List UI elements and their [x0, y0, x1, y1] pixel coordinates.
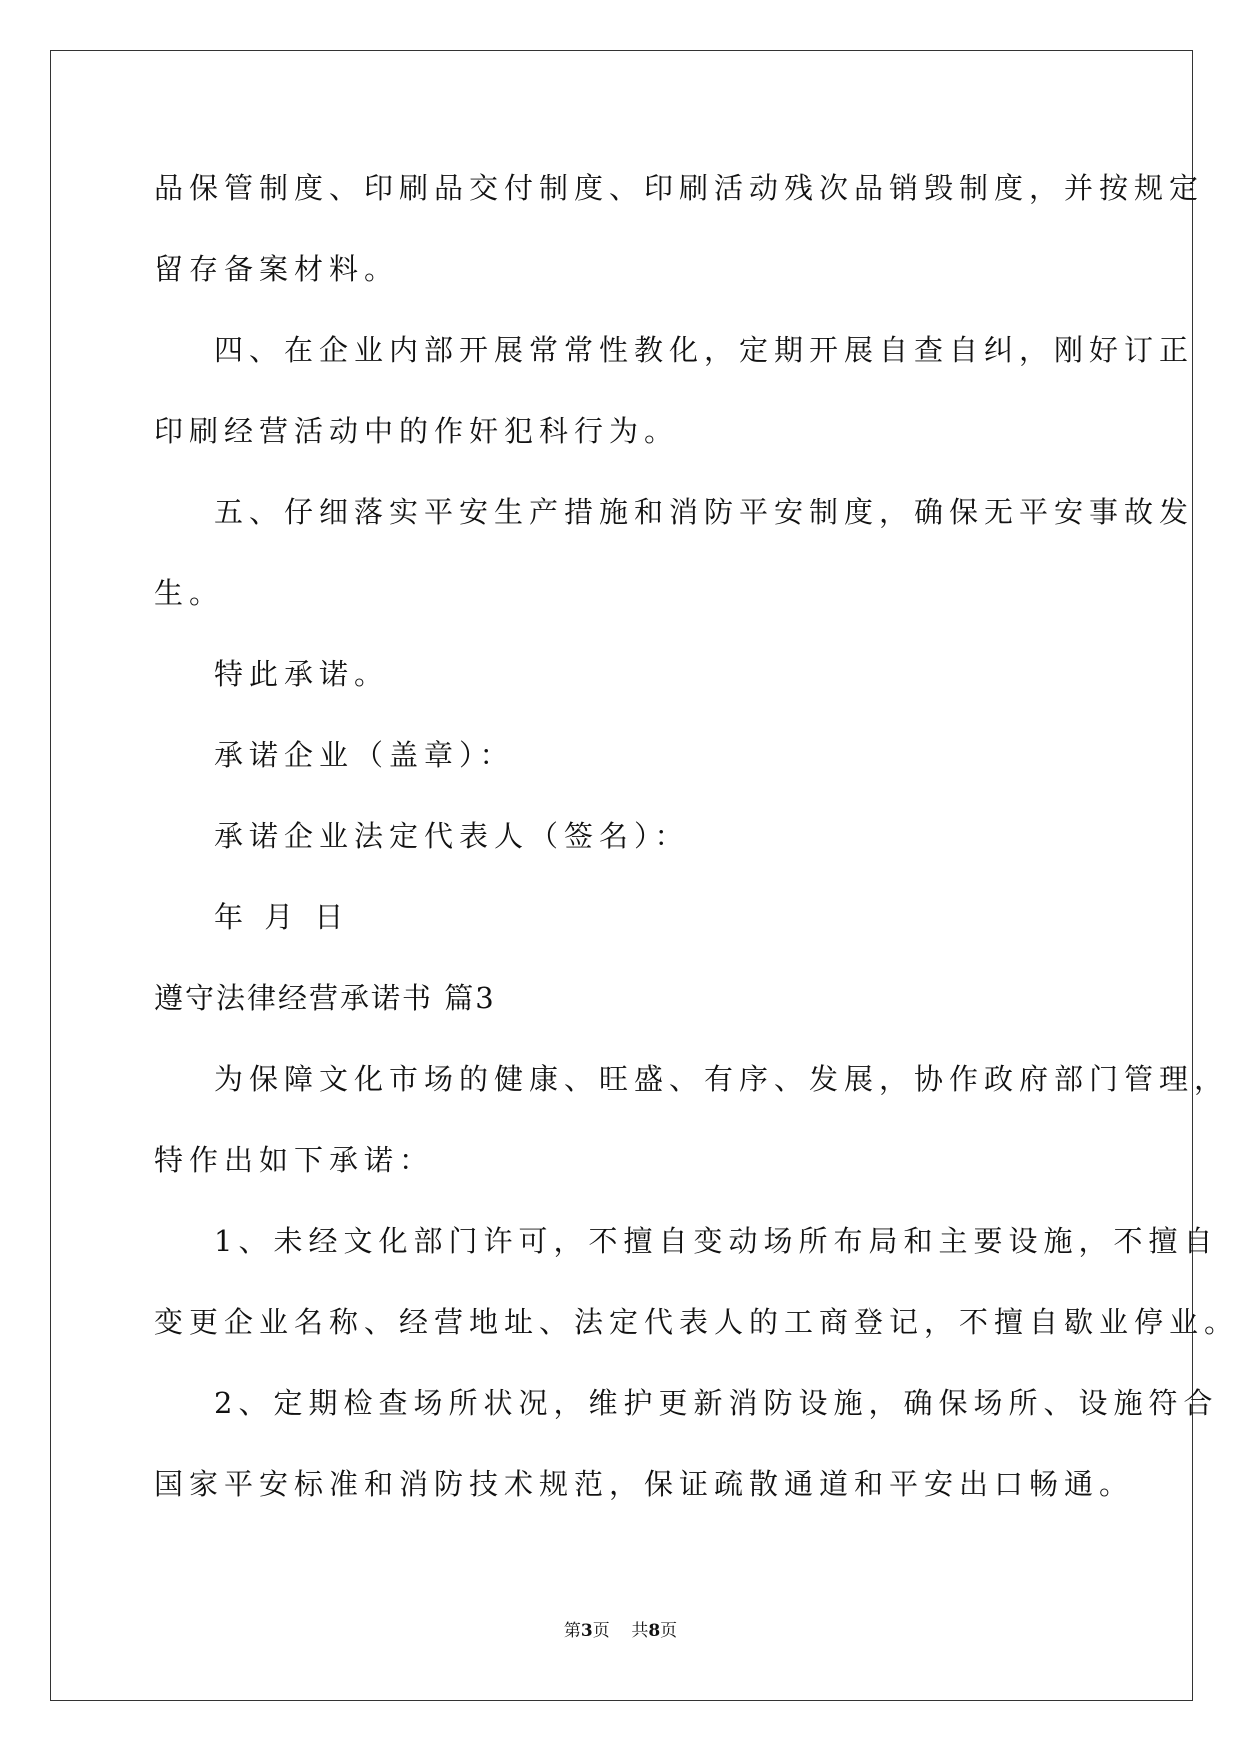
- page-footer: [0, 1620, 1241, 1642]
- footer-total-suffix: 页: [660, 1621, 678, 1641]
- footer-total-prefix: 共: [631, 1621, 649, 1641]
- representative-signature-label: 承诺企业法定代表人（签名）：: [214, 819, 690, 853]
- text-line: 生。: [154, 576, 225, 610]
- list-item-2: 2、定期检查场所状况，维护更新消防设施，确保场所、设施符合: [214, 1386, 1219, 1420]
- text-line: 印刷经营活动中的作奸犯科行为。: [154, 414, 680, 448]
- footer-page-suffix: 页: [592, 1621, 610, 1641]
- text-line: 特作出如下承诺：: [154, 1143, 435, 1177]
- text-line: 国家平安标准和消防技术规范，保证疏散通道和平安出口畅通。: [154, 1467, 1135, 1501]
- paragraph-start: 为保障文化市场的健康、旺盛、有序、发展，协作政府部门管理，: [214, 1062, 1230, 1096]
- text-line: 留存备案材料。: [154, 252, 400, 286]
- current-page-number: 3: [580, 1621, 593, 1641]
- closing-statement: 特此承诺。: [214, 657, 390, 691]
- footer-prefix: 第: [563, 1621, 581, 1641]
- paragraph-start: 五、仔细落实平安生产措施和消防平安制度，确保无平安事故发: [214, 495, 1195, 529]
- paragraph-start: 四、在企业内部开展常常性教化，定期开展自查自纠，刚好订正: [214, 333, 1195, 367]
- date-line: 年 月 日: [214, 900, 350, 934]
- section-heading: 遵守法律经营承诺书 篇3: [154, 981, 496, 1015]
- text-line: 品保管制度、印刷品交付制度、印刷活动残次品销毁制度，并按规定: [154, 171, 1205, 205]
- list-item-1: 1、未经文化部门许可，不擅自变动场所布局和主要设施，不擅自: [214, 1224, 1219, 1258]
- text-line: 变更企业名称、经营地址、法定代表人的工商登记，不擅自歇业停业。: [154, 1305, 1240, 1339]
- total-page-count: 8: [648, 1621, 661, 1641]
- company-seal-label: 承诺企业（盖章）：: [214, 738, 515, 772]
- page-border: [50, 50, 1193, 1701]
